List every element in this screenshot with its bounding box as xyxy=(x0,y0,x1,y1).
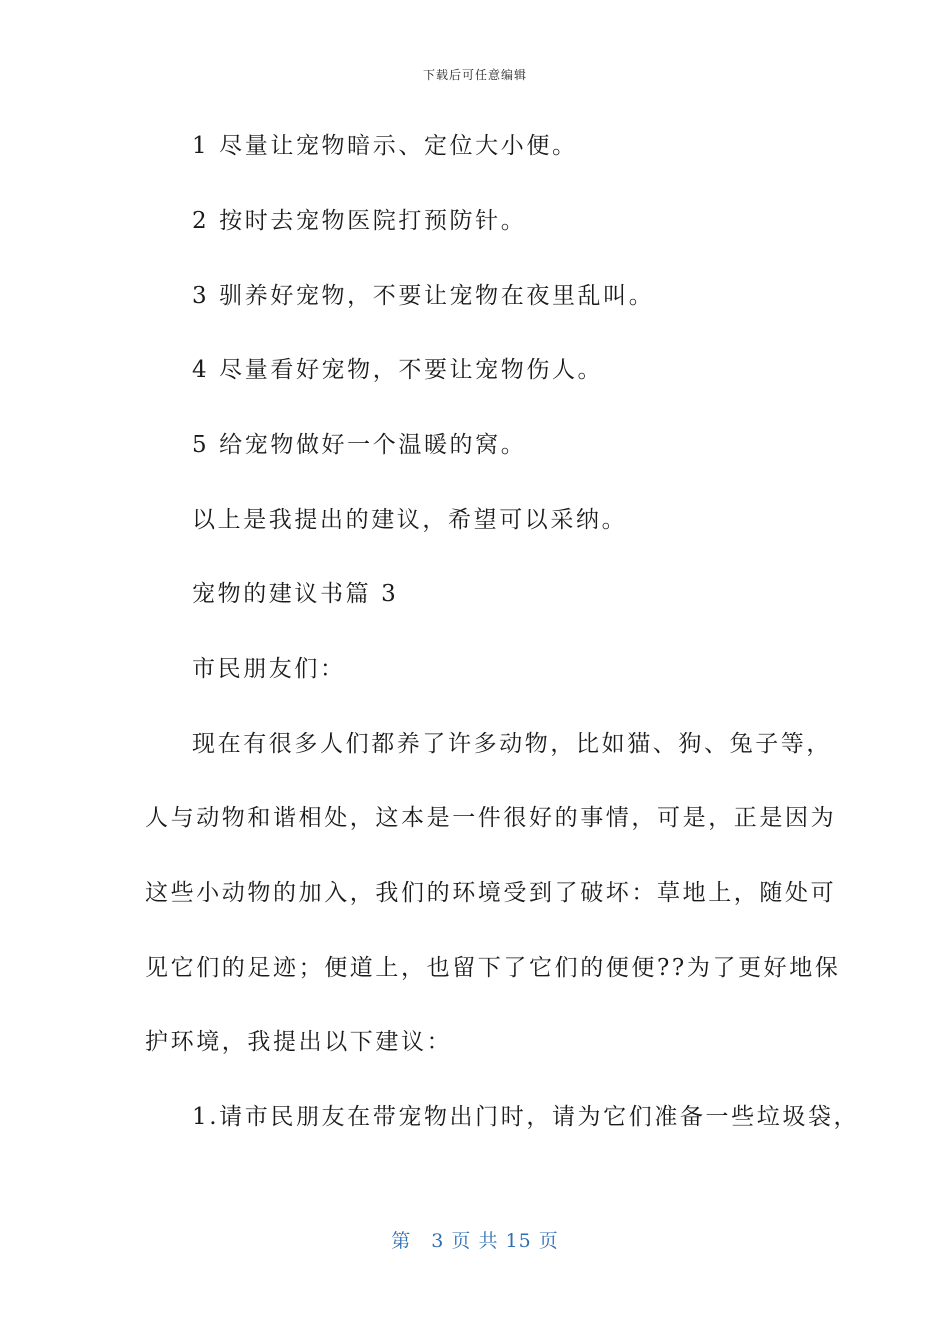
text-line: 现在有很多人们都养了许多动物，比如猫、狗、兔子等， xyxy=(192,731,832,757)
page-number: 第 3 页 共 15 页 xyxy=(391,1230,559,1252)
section-heading: 宠物的建议书篇 3 xyxy=(192,581,399,607)
text-line: 4 尽量看好宠物，不要让宠物伤人。 xyxy=(192,357,604,383)
text-line: 1 尽量让宠物暗示、定位大小便。 xyxy=(192,133,578,159)
salutation: 市民朋友们： xyxy=(192,656,346,682)
page-header: 下载后可任意编辑 xyxy=(422,68,527,82)
text-line: 人与动物和谐相处，这本是一件很好的事情，可是，正是因为 xyxy=(145,805,837,831)
text-line: 5 给宠物做好一个温暖的窝。 xyxy=(192,432,527,458)
text-line: 见它们的足迹；便道上，也留下了它们的便便??为了更好地保 xyxy=(145,955,841,981)
text-line: 这些小动物的加入，我们的环境受到了破坏：草地上，随处可 xyxy=(145,880,837,906)
text-line: 以上是我提出的建议，希望可以采纳。 xyxy=(192,507,628,533)
text-line: 护环境，我提出以下建议： xyxy=(145,1029,453,1055)
text-line: 1.请市民朋友在带宠物出门时，请为它们准备一些垃圾袋， xyxy=(192,1104,860,1130)
text-line: 2 按时去宠物医院打预防针。 xyxy=(192,208,527,234)
text-line: 3 驯养好宠物，不要让宠物在夜里乱叫。 xyxy=(192,283,655,309)
